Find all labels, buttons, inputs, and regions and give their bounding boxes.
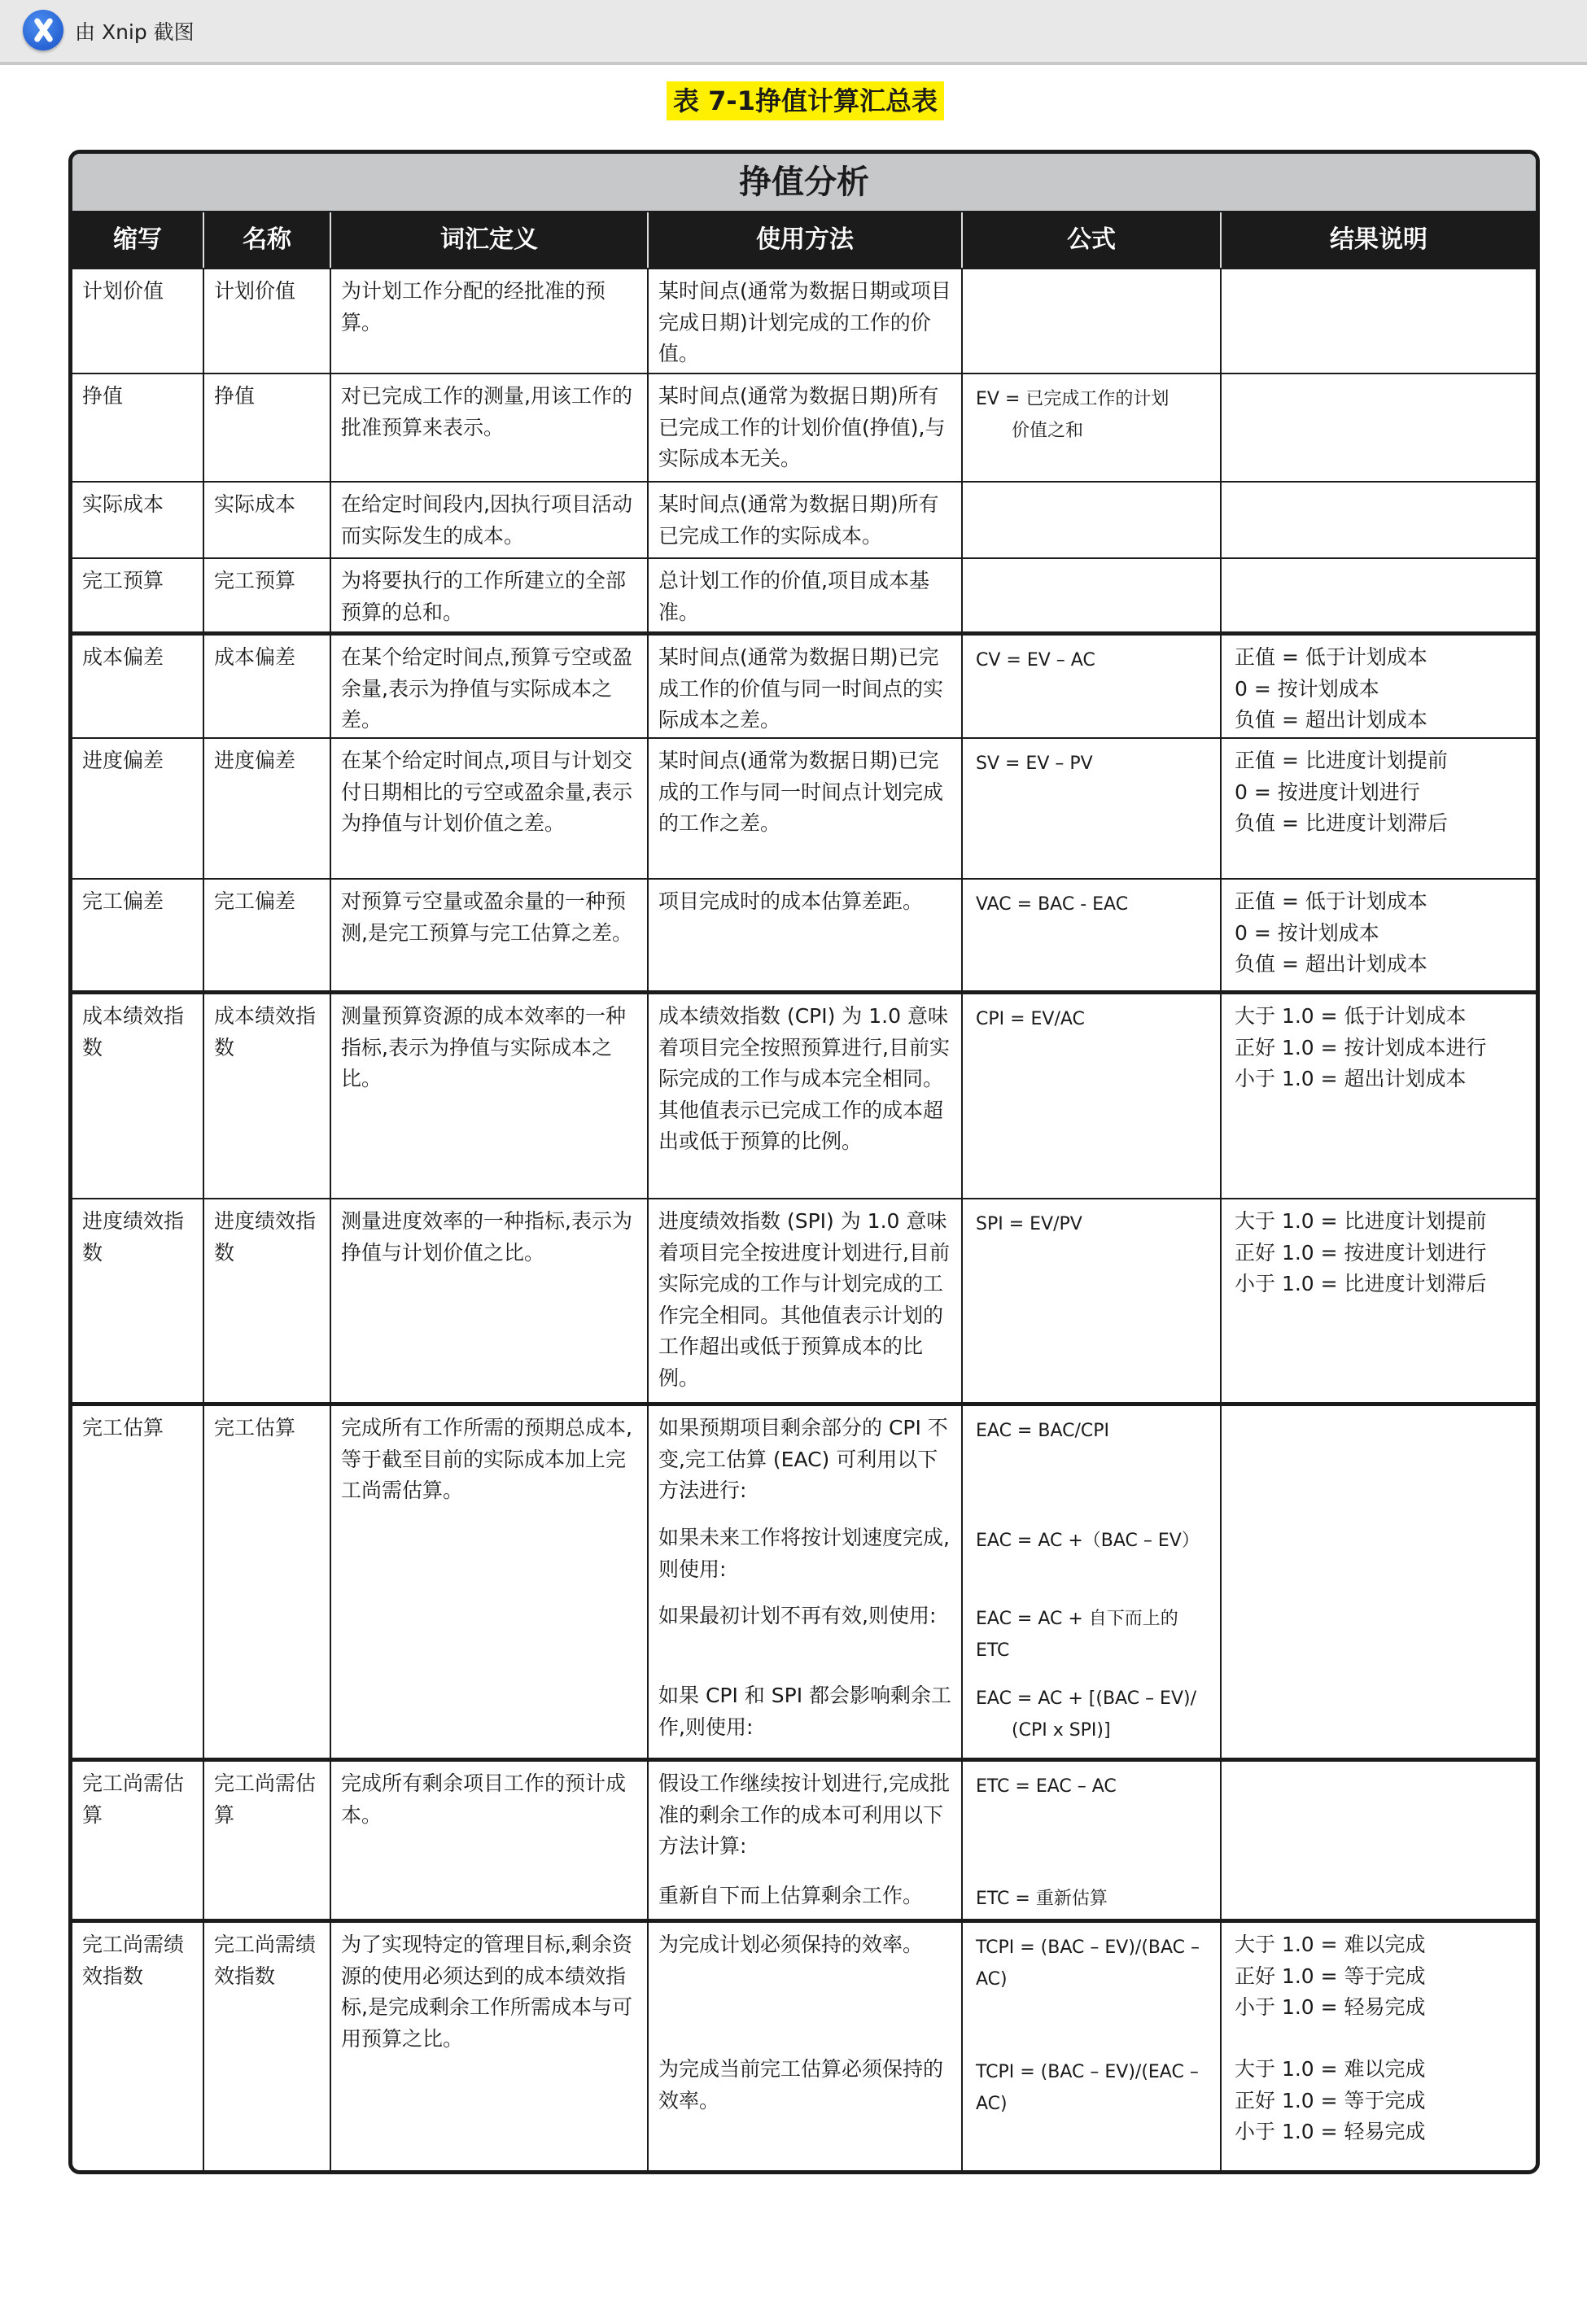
definition-cell — [331, 1406, 649, 1758]
result-cell-text: 正值 = 低于计划成本 0 = 按计划成本 负值 = 超出计划成本 — [1235, 645, 1427, 732]
name-cell-text: 成本偏差 — [214, 645, 296, 669]
name-cell — [204, 1406, 331, 1758]
usage-cell-text: 重新自下而上估算剩余工作。 — [658, 1884, 924, 1907]
definition-cell-text: 在某个给定时间点,预算亏空或盈余量,表示为挣值与实际成本之差。 — [341, 645, 632, 732]
definition-cell-text: 在给定时间段内,因执行项目活动而实际发生的成本。 — [341, 492, 632, 548]
usage-cell — [649, 269, 963, 373]
screenshot-toolbar — [0, 0, 1587, 65]
formula-cell-text: VAC = BAC - EAC — [976, 894, 1129, 915]
header-result: 结果说明 — [1330, 225, 1427, 254]
formula-cell-text: EAC = AC +（BAC – EV） — [976, 1531, 1200, 1551]
usage-cell-text: 为完成计划必须保持的效率。 — [658, 1933, 924, 1956]
definition-cell-text: 为将要执行的工作所建立的全部预算的总和。 — [341, 569, 627, 624]
formula-cell-text: CV = EV – AC — [976, 650, 1095, 671]
abbr-cell — [72, 1199, 204, 1402]
name-cell-text: 计划价值 — [214, 279, 296, 303]
formula-cell — [963, 739, 1222, 878]
result-cell — [1222, 739, 1536, 878]
abbr-cell — [72, 880, 204, 990]
name-cell — [204, 994, 331, 1198]
definition-cell-text: 完成所有剩余项目工作的预计成本。 — [341, 1771, 627, 1827]
name-cell — [204, 269, 331, 373]
definition-cell — [331, 1762, 649, 1919]
formula-cell-text: TCPI = (BAC – EV)/(BAC – AC) — [976, 1937, 1200, 1990]
table-row — [72, 1198, 1536, 1402]
name-cell — [204, 1762, 331, 1919]
usage-cell-text: 成本绩效指数 (CPI) 为 1.0 意味着项目完全按照预算进行,目前实际完成的工作与成本完全相同。其他值表示已完成工作的成本超出或低于预算的比例。 — [658, 1004, 950, 1153]
formula-cell-text: ETC = 重新估算 — [976, 1889, 1108, 1909]
abbr-cell — [72, 739, 204, 878]
formula-cell — [963, 994, 1222, 1198]
name-cell — [204, 374, 331, 481]
abbr-cell-text: 成本绩效指数 — [82, 1004, 185, 1059]
definition-cell-text: 在某个给定时间点,项目与计划交付日期相比的亏空或盈余量,表示为挣值与计划价值之差。 — [341, 749, 632, 835]
result-cell — [1222, 483, 1536, 557]
name-cell — [204, 1199, 331, 1402]
definition-cell-text: 对已完成工作的测量,用该工作的批准预算来表示。 — [341, 384, 632, 439]
definition-cell — [331, 483, 649, 557]
usage-cell-text: 某时间点(通常为数据日期)已完成工作的价值与同一时间点的实际成本之差。 — [658, 645, 944, 732]
usage-cell — [649, 994, 963, 1198]
usage-cell — [649, 559, 963, 631]
name-cell-text: 进度绩效指数 — [214, 1209, 317, 1265]
result-cell — [1222, 1762, 1536, 1919]
formula-cell-text: SPI = EV/PV — [976, 1214, 1082, 1234]
definition-cell-text: 测量进度效率的一种指标,表示为挣值与计划价值之比。 — [341, 1209, 632, 1265]
abbr-cell-text: 进度绩效指数 — [82, 1209, 185, 1265]
usage-cell — [649, 1762, 963, 1919]
header-usage: 使用方法 — [649, 212, 963, 268]
name-cell-text: 挣值 — [214, 384, 256, 408]
usage-cell — [649, 636, 963, 737]
header-definition: 词汇定义 — [331, 212, 649, 268]
definition-cell — [331, 374, 649, 481]
formula-cell — [963, 269, 1222, 373]
usage-cell-text: 某时间点(通常为数据日期)所有已完成工作的计划价值(挣值),与实际成本无关。 — [658, 384, 946, 470]
usage-cell-text: 项目完成时的成本估算差距。 — [658, 889, 924, 913]
abbr-cell — [72, 1762, 204, 1919]
definition-cell — [331, 269, 649, 373]
formula-cell — [963, 1762, 1222, 1919]
definition-cell — [331, 1199, 649, 1402]
name-cell — [204, 1923, 331, 2170]
definition-cell-text: 对预算亏空量或盈余量的一种预测,是完工预算与完工估算之差。 — [341, 889, 632, 945]
abbr-cell-text: 完工尚需绩效指数 — [82, 1933, 185, 1988]
result-cell — [1222, 1923, 1536, 2170]
definition-cell-text: 为了实现特定的管理目标,剩余资源的使用必须达到的成本绩效指标,是完成剩余工作所需成本与可用预算之比。 — [341, 1933, 632, 2051]
usage-cell-text: 如果 CPI 和 SPI 都会影响剩余工作,则使用: — [658, 1684, 952, 1739]
formula-cell — [963, 880, 1222, 990]
definition-cell — [331, 1923, 649, 2170]
result-cell — [1222, 636, 1536, 737]
table-row — [72, 557, 1536, 631]
formula-cell — [963, 483, 1222, 557]
formula-cell-text: EAC = AC + [(BAC – EV)/ (CPI x SPI)] — [976, 1688, 1197, 1741]
name-cell-text: 完工尚需绩效指数 — [214, 1933, 317, 1988]
name-cell-text: 成本绩效指数 — [214, 1004, 317, 1059]
result-cell-text: 正值 = 低于计划成本 0 = 按计划成本 负值 = 超出计划成本 — [1235, 889, 1427, 976]
abbr-cell — [72, 636, 204, 737]
abbr-cell-text: 进度偏差 — [82, 749, 164, 772]
name-cell — [204, 880, 331, 990]
name-cell-text: 完工尚需估算 — [214, 1771, 317, 1827]
usage-cell — [649, 880, 963, 990]
table-caption: 挣值分析 — [72, 154, 1536, 212]
formula-cell — [963, 559, 1222, 631]
usage-cell — [649, 483, 963, 557]
abbr-cell — [72, 994, 204, 1198]
name-cell-text: 完工偏差 — [214, 889, 296, 913]
usage-cell-text: 进度绩效指数 (SPI) 为 1.0 意味着项目完全按进度计划进行,目前实际完成的工作与计划完成的工作完全相同。其他值表示计划的工作超出或低于预算成本的比例。 — [658, 1209, 950, 1390]
name-cell-text: 完工预算 — [214, 569, 296, 592]
usage-cell — [649, 1923, 963, 2170]
formula-cell — [963, 374, 1222, 481]
formula-cell-text: EAC = AC + 自下而上的 ETC — [976, 1609, 1178, 1661]
formula-cell-text: TCPI = (BAC – EV)/(EAC – AC) — [976, 2062, 1199, 2114]
table-body — [72, 268, 1536, 2170]
table-row — [72, 1758, 1536, 1919]
table-row — [72, 268, 1536, 373]
abbr-cell — [72, 483, 204, 557]
result-cell-text: 大于 1.0 = 比进度计划提前 正好 1.0 = 按进度计划进行 小于 1.0 = 比进度计划滞后 — [1235, 1209, 1487, 1295]
result-cell — [1222, 994, 1536, 1198]
toolbar-text: 由 Xnip 截图 — [75, 20, 195, 44]
result-cell — [1222, 374, 1536, 481]
table-row — [72, 737, 1536, 878]
abbr-cell-text: 完工偏差 — [82, 889, 164, 913]
table-row — [72, 631, 1536, 737]
abbr-cell — [72, 559, 204, 631]
definition-cell — [331, 994, 649, 1198]
table-row — [72, 878, 1536, 990]
header-formula: 公式 — [963, 212, 1222, 268]
usage-cell — [649, 1406, 963, 1758]
usage-cell-text: 为完成当前完工估算必须保持的效率。 — [658, 2057, 944, 2112]
table-row — [72, 1919, 1536, 2170]
usage-cell-text: 某时间点(通常为数据日期)已完成的工作与同一时间点计划完成的工作之差。 — [658, 749, 944, 835]
earned-value-table — [68, 150, 1540, 2174]
result-cell-text: 大于 1.0 = 低于计划成本 正好 1.0 = 按计划成本进行 小于 1.0 = 超出计划成本 — [1235, 1004, 1487, 1090]
definition-cell — [331, 559, 649, 631]
usage-cell-text: 如果最初计划不再有效,则使用: — [658, 1604, 937, 1627]
definition-cell — [331, 880, 649, 990]
usage-cell-text: 某时间点(通常为数据日期)所有已完成工作的实际成本。 — [658, 492, 939, 548]
name-cell-text: 进度偏差 — [214, 749, 296, 772]
result-cell — [1222, 1199, 1536, 1402]
definition-cell-text: 为计划工作分配的经批准的预算。 — [341, 279, 606, 334]
abbr-cell-text: 完工估算 — [82, 1416, 164, 1439]
name-cell — [204, 739, 331, 878]
name-cell — [204, 636, 331, 737]
result-cell-text: 正值 = 比进度计划提前 0 = 按进度计划进行 负值 = 比进度计划滞后 — [1235, 749, 1448, 835]
header-row — [72, 212, 1536, 268]
abbr-cell-text: 完工预算 — [82, 569, 164, 592]
abbr-cell — [72, 374, 204, 481]
formula-cell-text: CPI = EV/AC — [976, 1009, 1085, 1029]
usage-cell-text: 假设工作继续按计划进行,完成批准的剩余工作的成本可利用以下方法计算: — [658, 1771, 950, 1858]
table-row — [72, 990, 1536, 1198]
name-cell-text: 实际成本 — [214, 492, 296, 516]
name-cell-text: 完工估算 — [214, 1416, 296, 1439]
name-cell — [204, 559, 331, 631]
definition-cell-text: 完成所有工作所需的预期总成本,等于截至目前的实际成本加上完工尚需估算。 — [341, 1416, 632, 1502]
xnip-logo-icon — [23, 10, 63, 50]
usage-cell — [649, 1199, 963, 1402]
result-cell-text: 大于 1.0 = 难以完成 正好 1.0 = 等于完成 小于 1.0 = 轻易完成 — [1235, 1933, 1426, 2019]
table-row — [72, 373, 1536, 481]
definition-cell — [331, 636, 649, 737]
result-cell — [1222, 880, 1536, 990]
formula-cell-text: EAC = BAC/CPI — [976, 1421, 1109, 1441]
result-cell — [1222, 1406, 1536, 1758]
name-cell — [204, 483, 331, 557]
abbr-cell — [72, 1923, 204, 2170]
table-title: 表 7-1挣值计算汇总表 — [667, 81, 944, 120]
abbr-cell — [72, 1406, 204, 1758]
definition-cell-text: 测量预算资源的成本效率的一种指标,表示为挣值与实际成本之比。 — [341, 1004, 627, 1090]
abbr-cell-text: 成本偏差 — [82, 645, 164, 669]
usage-cell-text: 如果预期项目剩余部分的 CPI 不变,完工估算 (EAC) 可利用以下方法进行: — [658, 1416, 948, 1502]
usage-cell-text: 总计划工作的价值,项目成本基准。 — [658, 569, 929, 624]
usage-cell — [649, 739, 963, 878]
header-abbr: 缩写 — [72, 212, 204, 268]
result-cell-text: 大于 1.0 = 难以完成 正好 1.0 = 等于完成 小于 1.0 = 轻易完成 — [1235, 2057, 1426, 2143]
formula-cell — [963, 1406, 1222, 1758]
formula-cell — [963, 1199, 1222, 1402]
usage-cell — [649, 374, 963, 481]
abbr-cell-text: 计划价值 — [82, 279, 164, 303]
formula-cell-text: SV = EV – PV — [976, 754, 1093, 774]
table-row — [72, 481, 1536, 557]
usage-cell-text: 某时间点(通常为数据日期或项目完成日期)计划完成的工作的价值。 — [658, 279, 951, 365]
result-cell — [1222, 559, 1536, 631]
formula-cell-text: ETC = EAC – AC — [976, 1776, 1117, 1797]
abbr-cell — [72, 269, 204, 373]
abbr-cell-text: 挣值 — [82, 384, 124, 408]
abbr-cell-text: 实际成本 — [82, 492, 164, 516]
formula-cell — [963, 1923, 1222, 2170]
abbr-cell-text: 完工尚需估算 — [82, 1771, 185, 1827]
formula-cell-text: EV = 已完成工作的计划 价值之和 — [976, 389, 1169, 441]
usage-cell-text: 如果未来工作将按计划速度完成,则使用: — [658, 1526, 950, 1581]
table-row — [72, 1402, 1536, 1758]
result-cell — [1222, 269, 1536, 373]
definition-cell — [331, 739, 649, 878]
formula-cell — [963, 636, 1222, 737]
header-name: 名称 — [204, 212, 331, 268]
